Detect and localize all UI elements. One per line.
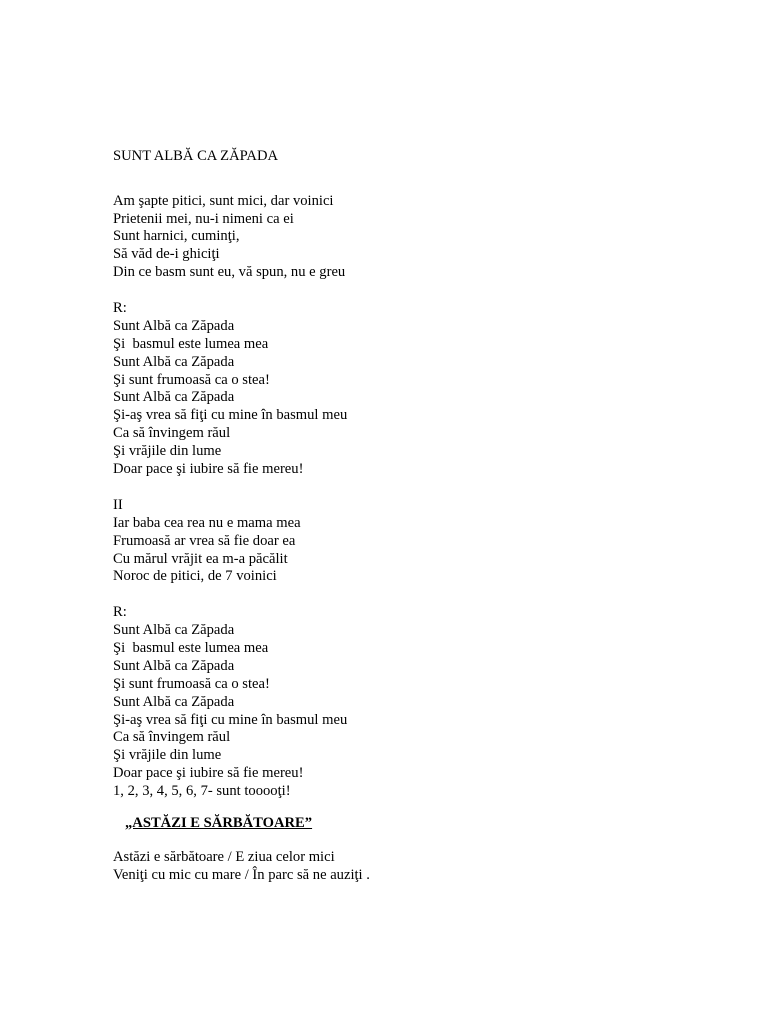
lyric-line: Am şapte pitici, sunt mici, dar voinici <box>113 192 334 209</box>
lyric-line: Sunt Albă ca Zăpada <box>113 353 235 370</box>
chorus-2 <box>113 604 673 801</box>
lyric-line: Prietenii mei, nu-i nimeni ca ei <box>113 210 294 227</box>
spacer <box>113 837 673 849</box>
lyric-line: Doar pace şi iubire să fie mereu! <box>113 765 304 782</box>
lyric-line: Şi sunt frumoasă ca o stea! <box>113 675 270 692</box>
verse-1 <box>113 193 673 282</box>
lyric-line: Doar pace şi iubire să fie mereu! <box>113 461 304 478</box>
lyric-line: Sunt harnici, cuminţi, <box>113 228 240 245</box>
blank-line <box>113 175 673 193</box>
chorus-1 <box>113 300 673 479</box>
spacer <box>113 801 673 810</box>
blank-line <box>113 282 673 300</box>
lyric-line: Frumoasă ar vrea să fie doar ea <box>113 532 296 549</box>
lyric-line: Şi sunt frumoasă ca o stea! <box>113 371 270 388</box>
lyric-line: Veniţi cu mic cu mare / În parc să ne auziţi . <box>113 866 370 883</box>
chorus-marker: R: <box>113 300 127 317</box>
lyric-line: Cu mărul vrăjit ea m-a păcălit <box>113 550 288 567</box>
lyric-line: Şi vrăjile din lume <box>113 747 222 764</box>
lyric-line: Noroc de pitici, de 7 voinici <box>113 568 277 585</box>
second-song-title: „ASTĂZI E SĂRBĂTOARE” <box>125 814 313 831</box>
lyric-line: Şi basmul este lumea mea <box>113 639 269 656</box>
lyric-line: Şi-aş vrea să fiţi cu mine în basmul meu <box>113 407 348 424</box>
lyric-line: Din ce basm sunt eu, vă spun, nu e greu <box>113 264 346 281</box>
lyric-line: Sunt Albă ca Zăpada <box>113 389 235 406</box>
lyric-line: Şi basmul este lumea mea <box>113 335 269 352</box>
verse-2 <box>113 497 673 586</box>
blank-line <box>113 586 673 604</box>
song-lyrics <box>113 139 673 885</box>
lyric-line: Ca să învingem răul <box>113 729 231 746</box>
lyric-line: Să văd de-i ghiciţi <box>113 246 220 263</box>
blank-line <box>113 479 673 497</box>
lyric-line: Sunt Albă ca Zăpada <box>113 317 235 334</box>
song-title: SUNT ALBĂ CA ZĂPADA <box>113 148 279 164</box>
lyric-line: Sunt Albă ca Zăpada <box>113 693 235 710</box>
lyric-line: Şi vrăjile din lume <box>113 443 222 460</box>
second-song-lines <box>113 849 673 885</box>
lyric-line: Şi-aş vrea să fiţi cu mine în basmul meu <box>113 711 348 728</box>
lyric-line: Sunt Albă ca Zăpada <box>113 622 235 639</box>
verse-marker: II <box>113 496 123 513</box>
lyric-line: Ca să învingem răul <box>113 425 231 442</box>
lyric-line: Sunt Albă ca Zăpada <box>113 657 235 674</box>
lyric-line: Astăzi e sărbătoare / E ziua celor mici <box>113 848 335 865</box>
lyric-line: 1, 2, 3, 4, 5, 6, 7- sunt tooooţi! <box>113 783 291 800</box>
lyric-line: Iar baba cea rea nu e mama mea <box>113 514 301 531</box>
chorus-marker: R: <box>113 604 127 621</box>
